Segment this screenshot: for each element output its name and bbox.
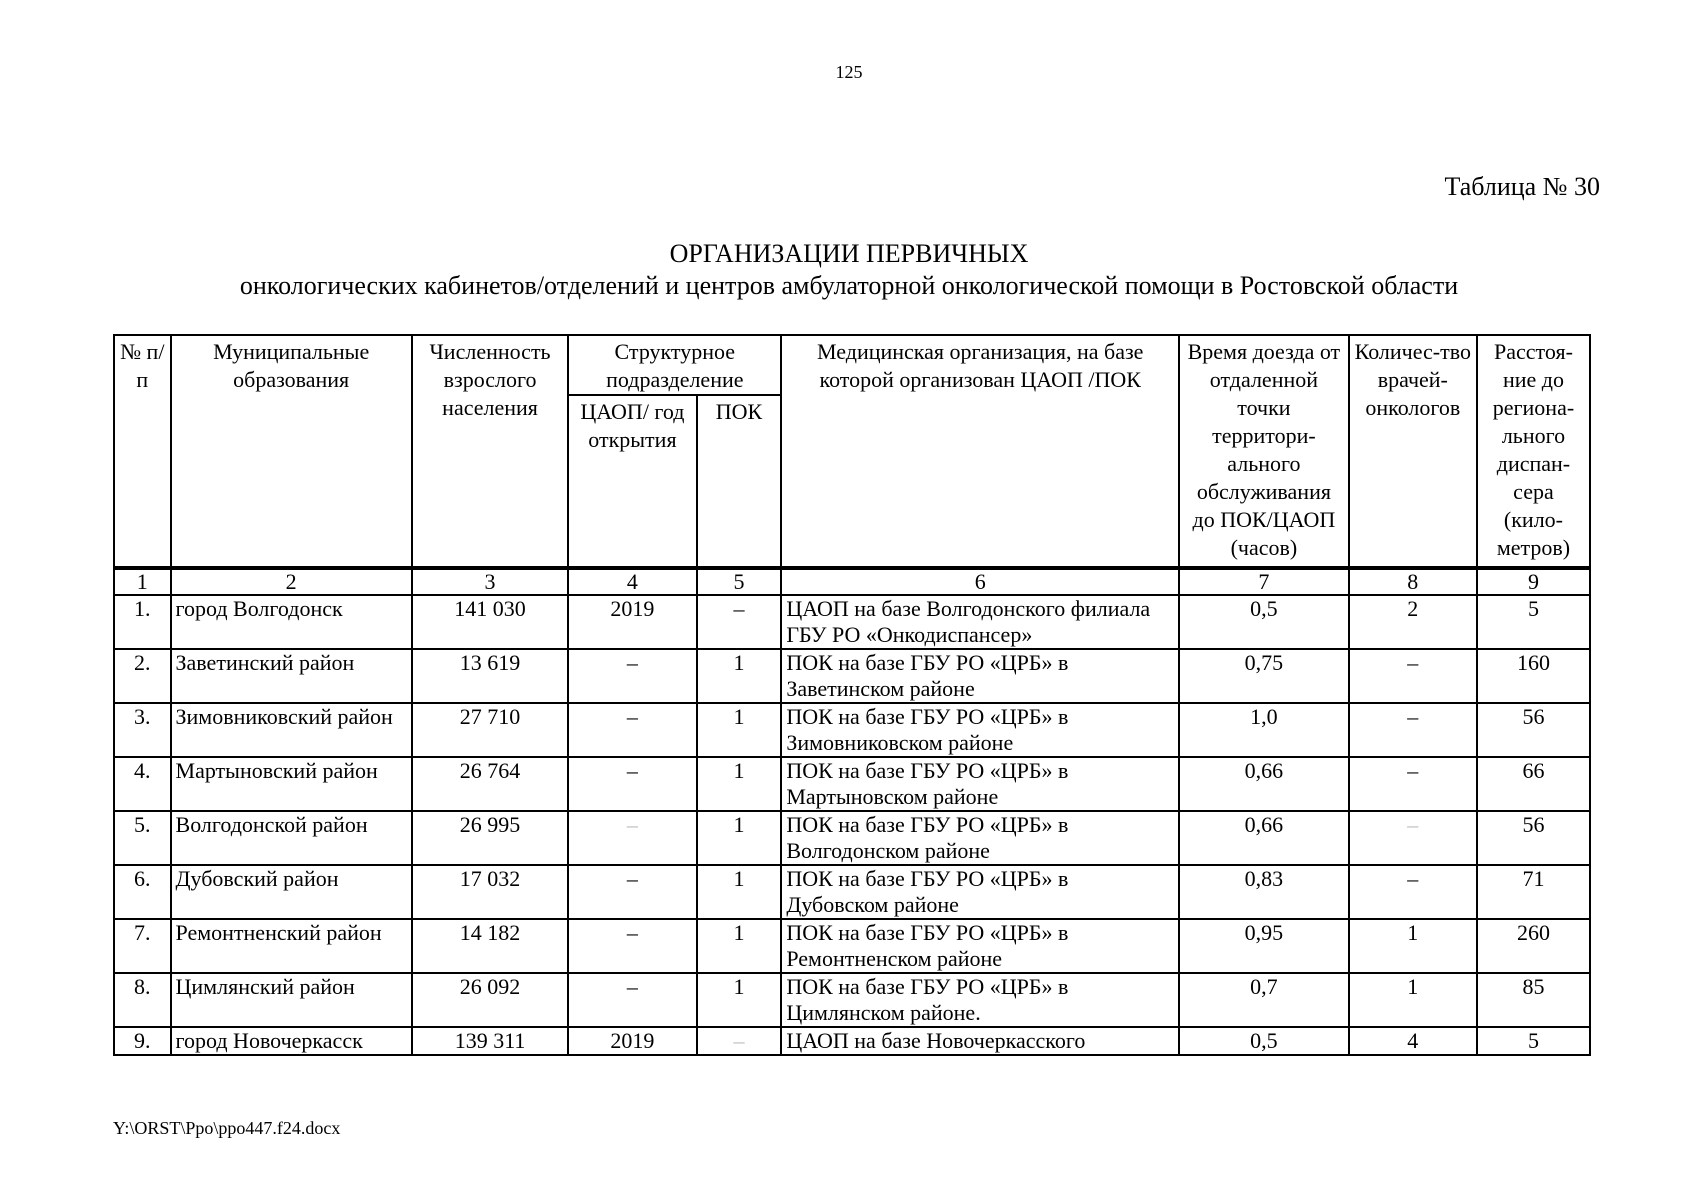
doctors-value: 2 [1349, 595, 1477, 649]
population-value: 13 619 [412, 649, 569, 703]
table-row [114, 1027, 1590, 1055]
distance-value: 56 [1477, 811, 1590, 865]
row-number: 7. [114, 919, 171, 973]
distance-value: 71 [1477, 865, 1590, 919]
table-row [114, 595, 1590, 649]
population-value: 26 764 [412, 757, 569, 811]
doctors-value: 1 [1349, 973, 1477, 1027]
document-subtitle: онкологических кабинетов/отделений и центров амбулаторной онкологической помощи в Ростовской области [239, 271, 1459, 300]
caop-year-value: – [568, 649, 696, 703]
doctors-value: 4 [1349, 1027, 1477, 1055]
doctors-value: 1 [1349, 919, 1477, 973]
pok-value: 1 [697, 811, 782, 865]
municipality-name: город Волгодонск [171, 595, 412, 649]
travel-time-value: 0,66 [1179, 757, 1349, 811]
distance-value: 85 [1477, 973, 1590, 1027]
column-number: 6 [781, 568, 1179, 595]
organizations-table [113, 334, 1591, 1056]
organization-name: ПОК на базе ГБУ РО «ЦРБ» в Цимлянском районе. [781, 973, 1179, 1027]
travel-time-value: 0,75 [1179, 649, 1349, 703]
organization-name: ЦАОП на базе Волгодонского филиала ГБУ РО «Онкодиспансер» [781, 595, 1179, 649]
organization-name: ПОК на базе ГБУ РО «ЦРБ» в Зимовниковском районе [781, 703, 1179, 757]
row-number: 5. [114, 811, 171, 865]
organization-name: ПОК на базе ГБУ РО «ЦРБ» в Ремонтненском районе [781, 919, 1179, 973]
travel-time-value: 0,83 [1179, 865, 1349, 919]
column-numbers-row [114, 568, 1590, 595]
pok-value: 1 [697, 973, 782, 1027]
header-population: Численность взрослого населения [412, 335, 569, 568]
table-row [114, 811, 1590, 865]
organization-name: ПОК на базе ГБУ РО «ЦРБ» в Дубовском районе [781, 865, 1179, 919]
municipality-name: Зимовниковский район [171, 703, 412, 757]
distance-value: 56 [1477, 703, 1590, 757]
caop-year-value: 2019 [568, 595, 696, 649]
header-municipality: Муниципальные образования [171, 335, 412, 568]
column-number: 7 [1179, 568, 1349, 595]
doctors-value: – [1349, 649, 1477, 703]
population-value: 14 182 [412, 919, 569, 973]
travel-time-value: 0,66 [1179, 811, 1349, 865]
population-value: 26 995 [412, 811, 569, 865]
municipality-name: Цимлянский район [171, 973, 412, 1027]
travel-time-value: 0,7 [1179, 973, 1349, 1027]
caop-year-value: – [568, 757, 696, 811]
distance-value: 260 [1477, 919, 1590, 973]
organization-name: ПОК на базе ГБУ РО «ЦРБ» в Заветинском районе [781, 649, 1179, 703]
page-number: 125 [835, 62, 863, 82]
municipality-name: Мартыновский район [171, 757, 412, 811]
population-value: 141 030 [412, 595, 569, 649]
column-number: 9 [1477, 568, 1590, 595]
doctors-value: – [1349, 757, 1477, 811]
table-row [114, 865, 1590, 919]
municipality-name: город Новочеркасск [171, 1027, 412, 1055]
caop-year-value: – [568, 865, 696, 919]
distance-value: 5 [1477, 1027, 1590, 1055]
row-number: 3. [114, 703, 171, 757]
travel-time-value: 0,5 [1179, 1027, 1349, 1055]
municipality-name: Ремонтненский район [171, 919, 412, 973]
population-value: 26 092 [412, 973, 569, 1027]
municipality-name: Заветинский район [171, 649, 412, 703]
column-number: 8 [1349, 568, 1477, 595]
column-number: 4 [568, 568, 696, 595]
table-row [114, 703, 1590, 757]
header-pok: ПОК [697, 395, 782, 568]
header-travel-time: Время доезда от отдаленной точки территори-ального обслуживания до ПОК/ЦАОП (часов) [1179, 335, 1349, 568]
travel-time-value: 0,95 [1179, 919, 1349, 973]
table-header-row-1 [114, 335, 1590, 395]
organization-name: ЦАОП на базе Новочеркасского [781, 1027, 1179, 1055]
travel-time-value: 0,5 [1179, 595, 1349, 649]
pok-value: 1 [697, 703, 782, 757]
header-distance: Расстоя-ние до региона-льного диспан-сера (кило-метров) [1477, 335, 1590, 568]
doctors-value: – [1349, 865, 1477, 919]
row-number: 1. [114, 595, 171, 649]
pok-value: 1 [697, 757, 782, 811]
pok-value: – [697, 595, 782, 649]
pok-value: 1 [697, 649, 782, 703]
municipality-name: Дубовский район [171, 865, 412, 919]
travel-time-value: 1,0 [1179, 703, 1349, 757]
column-number: 5 [697, 568, 782, 595]
distance-value: 66 [1477, 757, 1590, 811]
organization-name: ПОК на базе ГБУ РО «ЦРБ» в Волгодонском районе [781, 811, 1179, 865]
table-row [114, 649, 1590, 703]
table-row [114, 919, 1590, 973]
pok-value: – [697, 1027, 782, 1055]
header-number: № п/п [114, 335, 171, 568]
header-medical-organization: Медицинская организация, на базе которой организован ЦАОП /ПОК [781, 335, 1179, 568]
doctors-value: – [1349, 811, 1477, 865]
row-number: 8. [114, 973, 171, 1027]
caop-year-value: – [568, 919, 696, 973]
table-number: Таблица № 30 [1444, 172, 1600, 201]
distance-value: 160 [1477, 649, 1590, 703]
row-number: 2. [114, 649, 171, 703]
municipality-name: Волгодонской район [171, 811, 412, 865]
caop-year-value: 2019 [568, 1027, 696, 1055]
header-structural-unit: Структурное подразделение [568, 335, 781, 395]
population-value: 27 710 [412, 703, 569, 757]
column-number: 1 [114, 568, 171, 595]
caop-year-value: – [568, 703, 696, 757]
distance-value: 5 [1477, 595, 1590, 649]
population-value: 17 032 [412, 865, 569, 919]
pok-value: 1 [697, 919, 782, 973]
pok-value: 1 [697, 865, 782, 919]
row-number: 6. [114, 865, 171, 919]
file-path-footer: Y:\ORST\Ppo\ppo447.f24.docx [113, 1118, 341, 1138]
column-number: 3 [412, 568, 569, 595]
doctors-value: – [1349, 703, 1477, 757]
table-row [114, 757, 1590, 811]
header-oncologists-count: Количес-тво врачей-онкологов [1349, 335, 1477, 568]
row-number: 4. [114, 757, 171, 811]
row-number: 9. [114, 1027, 171, 1055]
organization-name: ПОК на базе ГБУ РО «ЦРБ» в Мартыновском районе [781, 757, 1179, 811]
header-caop-year: ЦАОП/ год открытия [568, 395, 696, 568]
caop-year-value: – [568, 811, 696, 865]
table-row [114, 973, 1590, 1027]
column-number: 2 [171, 568, 412, 595]
population-value: 139 311 [412, 1027, 569, 1055]
document-title: ОРГАНИЗАЦИИ ПЕРВИЧНЫХ [669, 239, 1029, 268]
caop-year-value: – [568, 973, 696, 1027]
